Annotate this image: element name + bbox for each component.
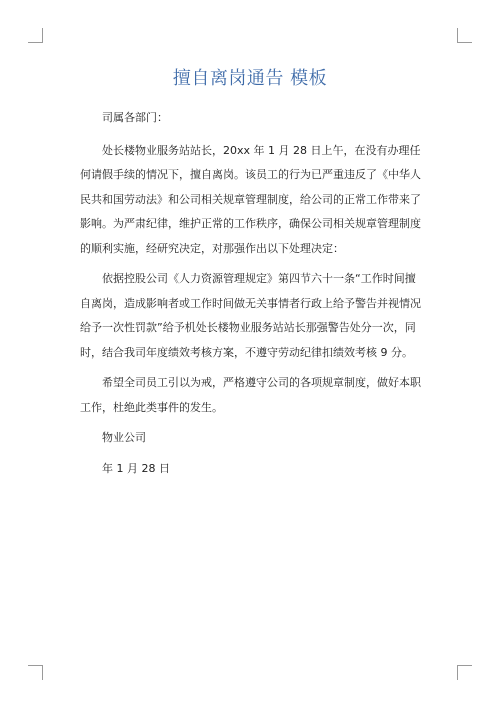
paragraph-1: 处长楼物业服务站站长，20xx 年 1 月 28 日上午，在没有办理任何请假手续的情况下，擅自离岗。该员工的行为已严重违反了《中华人民共和国劳动法》和公司相关规章管理制度，给公司的正常工作带来了影响。为严肃纪律，维护正常的工作秩序，确保公司相关规章管理制度的顺利实施，经研究决定，对那强作出以下处理决定： <box>80 143 421 255</box>
crop-mark-top-left <box>28 28 43 43</box>
document-body <box>80 106 424 481</box>
salutation: 司属各部门： <box>102 111 168 124</box>
crop-mark-bottom-left <box>28 665 43 680</box>
document-title: 擅自离岗通告 模板 <box>172 68 328 89</box>
paragraph-2: 依据控股公司《人力资源管理规定》第四节六十一条“工作时间擅自离岗，造成影响者或工作时间做无关事情者行政上给予警告并视情况给予一次性罚款”给予机处长楼物业服务站站长那强警告处分一次，同时，结合我司年度绩效考核方案，不遵守劳动纪律扣绩效考核 9 分。 <box>80 272 421 359</box>
signature: 物业公司 <box>102 431 146 444</box>
crop-mark-top-right <box>457 28 472 43</box>
paragraph-3: 希望全司员工引以为戒，严格遵守公司的各项规章制度，做好本职工作，杜绝此类事件的发生。 <box>80 376 421 414</box>
crop-mark-bottom-right <box>457 665 472 680</box>
signature-date: 年 1 月 28 日 <box>102 461 170 475</box>
